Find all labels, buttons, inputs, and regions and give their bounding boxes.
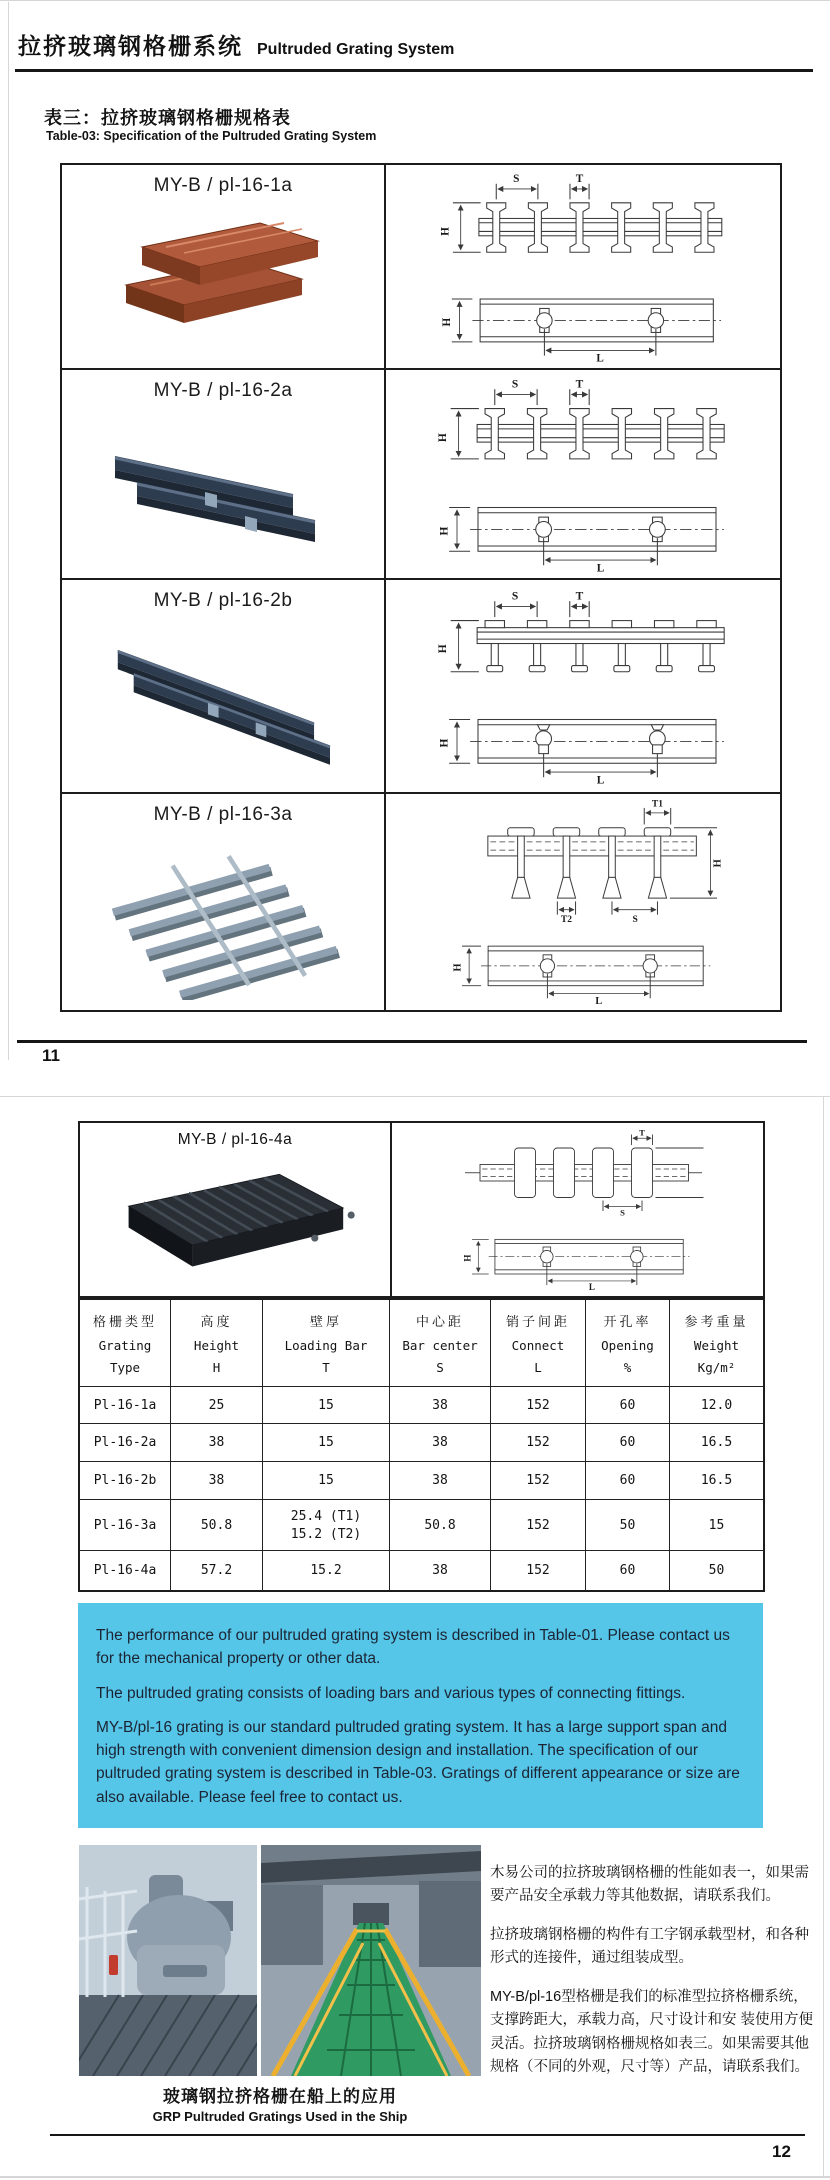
dim-label-h: H bbox=[441, 317, 454, 327]
page-title-en: Pultruded Grating System bbox=[257, 41, 455, 58]
spec-cell-h: 57.2 bbox=[171, 1551, 263, 1590]
spec-cell-l: 152 bbox=[491, 1424, 586, 1462]
spec-header-bar-center: 中心距 Bar center S bbox=[390, 1300, 491, 1387]
dim-label-s: S bbox=[511, 378, 519, 391]
drawing-cell-pl-16-3a bbox=[386, 794, 780, 1010]
spec-cell-h: 38 bbox=[171, 1424, 263, 1462]
spec-cell-weight: 16.5 bbox=[670, 1462, 763, 1500]
spec-cell-h: 38 bbox=[171, 1462, 263, 1500]
grating-models-table bbox=[60, 163, 782, 1012]
spec-cell-opening: 60 bbox=[586, 1387, 670, 1424]
page2-top-edge bbox=[0, 1096, 830, 1097]
page1-header bbox=[18, 28, 454, 61]
dim-label-t: T bbox=[575, 173, 584, 186]
page2-number: 12 bbox=[772, 2142, 791, 2161]
spec-cell-opening: 60 bbox=[586, 1424, 670, 1462]
page1-number: 11 bbox=[42, 1046, 60, 1065]
dim-label-h: H bbox=[452, 963, 464, 972]
spec-cell-type: Pl-16-3a bbox=[80, 1500, 171, 1551]
spec-cell-type: Pl-16-1a bbox=[80, 1387, 171, 1424]
spec-cell-type: Pl-16-2a bbox=[80, 1424, 171, 1462]
walkway-photo bbox=[261, 1845, 481, 2076]
dim-label-l: L bbox=[595, 995, 603, 1006]
cross-section-drawing-3a bbox=[438, 798, 728, 924]
spec-header-connect: 销子间距 Connect L bbox=[491, 1300, 586, 1387]
drawing-cell-pl-16-1a bbox=[386, 165, 780, 370]
chinese-description bbox=[490, 1862, 822, 2095]
product-photo-pl-16-4a bbox=[102, 1153, 368, 1286]
spec-cell-opening: 60 bbox=[586, 1551, 670, 1590]
dim-label-h: H bbox=[438, 739, 451, 748]
spec-header-type: 格栅类型 Grating Type bbox=[80, 1300, 171, 1387]
table-caption-en: Table-03: Specification of the Pultruded Grating System bbox=[46, 129, 377, 143]
product-photo-pl-16-1a bbox=[108, 203, 338, 343]
spec-header-opening: 开孔率 Opening % bbox=[586, 1300, 670, 1387]
spec-cell-l: 152 bbox=[491, 1500, 586, 1551]
dim-label-s: S bbox=[620, 1207, 625, 1218]
model-cell-pl-16-2b bbox=[62, 580, 386, 794]
page2-footer-rule bbox=[50, 2134, 805, 2136]
cn-paragraph-2: 拉挤玻璃钢格栅的构件有工字钢承载型材，和各种形式的连接件，通过组装成型。 bbox=[490, 1926, 809, 1967]
cn-paragraph-3: MY-B/pl-16型格栅是我们的标准型拉挤格栅系统，支撑跨距大，承载力高，尺寸设计和安 装使用方便灵活。拉挤玻璃钢格栅规格如表三。如果需要其他规格（不同的外观，尺寸等）产品，请联系我们。 bbox=[490, 1988, 814, 2076]
cross-section-drawing-2a bbox=[433, 374, 733, 482]
info-paragraph-2: The pultruded grating consists of loading bars and various types of connecting fittings. bbox=[96, 1684, 686, 1702]
dim-label-l: L bbox=[596, 562, 605, 574]
page2-bottom-edge bbox=[0, 2176, 830, 2178]
info-paragraph-1: The performance of our pultruded grating system is described in Table-01. Please contact us for the mechanical property or other data. bbox=[96, 1627, 730, 1668]
spec-cell-t: 15 bbox=[263, 1424, 390, 1462]
model-label-pl-16-4a: MY-B / pl-16-4a bbox=[177, 1131, 293, 1148]
drawing-cell-pl-16-4a bbox=[392, 1123, 763, 1296]
spec-cell-l: 152 bbox=[491, 1551, 586, 1590]
spec-cell-s: 38 bbox=[390, 1387, 491, 1424]
table-caption-cn: 表三：拉挤玻璃钢格栅规格表 bbox=[44, 108, 291, 128]
spec-header-height: 高度 Height H bbox=[171, 1300, 263, 1387]
dim-label-s: S bbox=[513, 173, 520, 186]
model-label-pl-16-2a: MY-B / pl-16-2a bbox=[153, 380, 293, 401]
dim-label-l: L bbox=[596, 774, 605, 787]
model-label-pl-16-3a: MY-B / pl-16-3a bbox=[153, 804, 293, 825]
dim-label-h: H bbox=[438, 526, 451, 536]
cn-paragraph-1: 木易公司的拉挤玻璃钢格栅的性能如表一，如果需要产品安全承载力等其他数据，请联系我们。 bbox=[490, 1865, 809, 1905]
model-cell-pl-16-1a bbox=[62, 165, 386, 370]
model-cell-pl-16-3a bbox=[62, 794, 386, 1010]
dim-label-t: T bbox=[639, 1127, 645, 1138]
cross-section-drawing-1a bbox=[433, 169, 733, 275]
dim-label-h: H bbox=[439, 227, 452, 236]
dim-label-s: S bbox=[632, 915, 638, 924]
spec-cell-opening: 60 bbox=[586, 1462, 670, 1500]
product-photo-pl-16-2a bbox=[93, 408, 353, 568]
spec-cell-weight: 16.5 bbox=[670, 1424, 763, 1462]
cross-section-drawing-4a bbox=[450, 1127, 705, 1217]
spec-cell-t: 25.4 (T1) 15.2 (T2) bbox=[263, 1500, 390, 1551]
ship-deck-photo bbox=[79, 1845, 257, 2076]
spec-table bbox=[78, 1298, 765, 1592]
spec-cell-s: 38 bbox=[390, 1424, 491, 1462]
page1-footer-rule bbox=[17, 1040, 807, 1043]
spec-cell-h: 25 bbox=[171, 1387, 263, 1424]
drawing-cell-pl-16-2a bbox=[386, 370, 780, 580]
dim-label-h: H bbox=[437, 644, 450, 653]
spec-cell-type: Pl-16-2b bbox=[80, 1462, 171, 1500]
product-photo-pl-16-2b bbox=[88, 618, 358, 786]
page1-top-edge bbox=[0, 0, 830, 1]
spec-cell-l: 152 bbox=[491, 1462, 586, 1500]
dim-label-t2: T2 bbox=[560, 915, 572, 924]
side-view-drawing-4a bbox=[463, 1220, 693, 1292]
spec-cell-h: 50.8 bbox=[171, 1500, 263, 1551]
dim-label-t: T bbox=[575, 378, 584, 391]
page2-right-edge bbox=[823, 1096, 824, 2177]
model-label-pl-16-2b: MY-B / pl-16-2b bbox=[153, 590, 293, 611]
model-cell-pl-16-2a bbox=[62, 370, 386, 580]
header-rule bbox=[15, 69, 813, 72]
photo-caption-en: GRP Pultruded Gratings Used in the Ship bbox=[152, 2109, 408, 2124]
spec-cell-t: 15 bbox=[263, 1387, 390, 1424]
spec-cell-type: Pl-16-4a bbox=[80, 1551, 171, 1590]
info-block bbox=[78, 1603, 763, 1828]
spec-cell-l: 152 bbox=[491, 1387, 586, 1424]
cross-section-drawing-2b bbox=[433, 586, 733, 694]
drawing-cell-pl-16-2b bbox=[386, 580, 780, 794]
model-label-pl-16-1a: MY-B / pl-16-1a bbox=[153, 175, 293, 196]
spec-cell-weight: 15 bbox=[670, 1500, 763, 1551]
dim-label-h: H bbox=[462, 1254, 473, 1262]
spec-header-weight: 参考重量 Weight Kg/m² bbox=[670, 1300, 763, 1387]
spec-cell-weight: 50 bbox=[708, 1563, 725, 1578]
info-paragraph-3: MY-B/pl-16 grating is our standard pultruded grating system. It has a large support span and high strength with convenient dimension design and installation. The specification of our pultruded grating system is described in Table-03. Gratings of different appearance or size are also available. Please feel free to contact us. bbox=[96, 1718, 740, 1806]
product-photo-pl-16-3a bbox=[83, 832, 363, 1000]
side-view-drawing-2b bbox=[438, 695, 728, 786]
dim-label-h: H bbox=[437, 433, 450, 443]
dim-label-l: L bbox=[588, 1281, 595, 1292]
spec-cell-weight: 12.0 bbox=[670, 1387, 763, 1424]
side-view-drawing-1a bbox=[438, 275, 728, 364]
model-cell-pl-16-4a bbox=[80, 1123, 392, 1296]
dim-label-s: S bbox=[511, 590, 519, 603]
model-4a-table bbox=[78, 1121, 765, 1298]
spec-header-loading-bar: 壁厚 Loading Bar T bbox=[263, 1300, 390, 1387]
photo-caption-cn: 玻璃钢拉挤格栅在船上的应用 bbox=[163, 2087, 397, 2106]
spec-cell-s: 38 bbox=[390, 1551, 491, 1590]
side-view-drawing-3a bbox=[448, 924, 718, 1006]
dim-label-h: H bbox=[711, 859, 724, 868]
dim-label-l: L bbox=[596, 352, 604, 364]
spec-cell-opening: 50 bbox=[586, 1500, 670, 1551]
spec-cell-s: 50.8 bbox=[390, 1500, 491, 1551]
side-view-drawing-2a bbox=[438, 483, 728, 574]
dim-label-t: T bbox=[575, 590, 584, 603]
spec-cell-t: 15.2 bbox=[263, 1551, 390, 1590]
page-title-cn: 拉挤玻璃钢格栅系统 bbox=[18, 33, 243, 59]
spec-cell-s: 38 bbox=[390, 1462, 491, 1500]
page1-left-edge bbox=[8, 2, 9, 1060]
dim-label-t1: T1 bbox=[651, 799, 664, 810]
spec-cell-t: 15 bbox=[263, 1462, 390, 1500]
photo-caption bbox=[79, 2082, 481, 2124]
